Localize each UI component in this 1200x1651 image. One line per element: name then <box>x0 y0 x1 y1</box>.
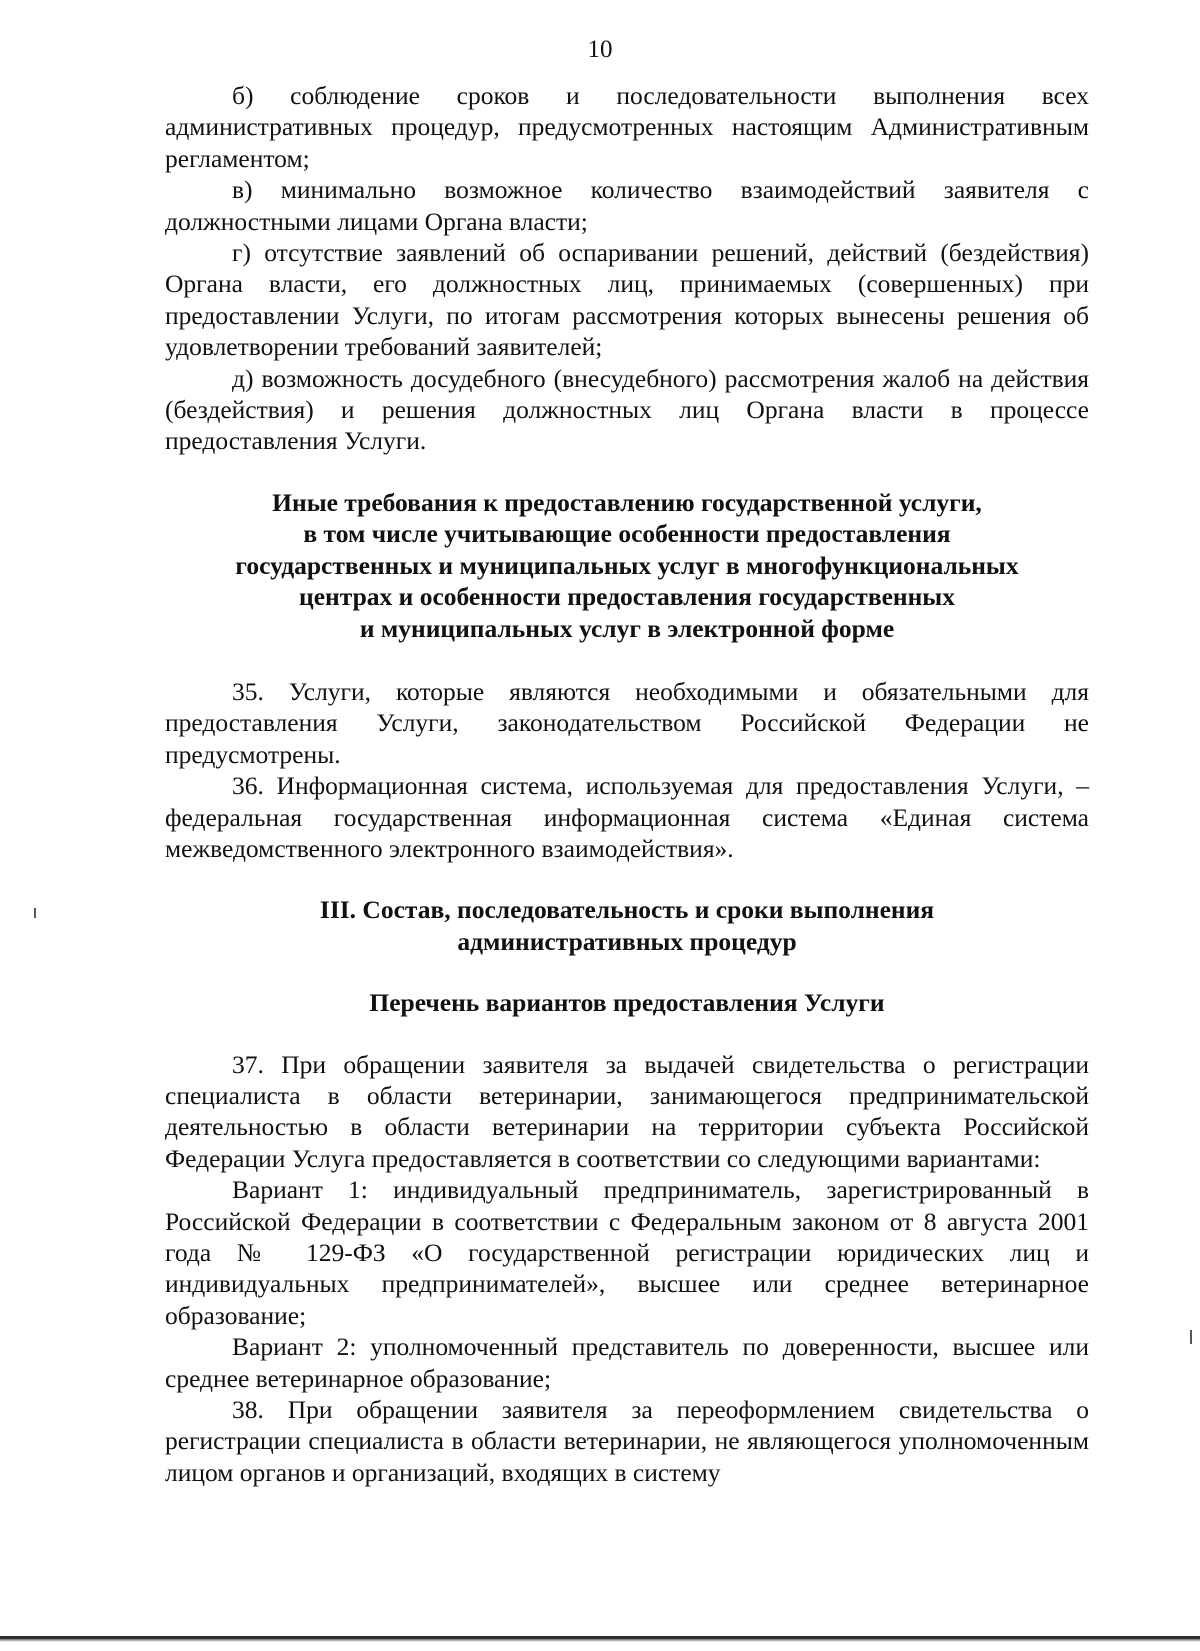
spacer <box>165 957 1089 987</box>
paragraph-36: 36. Информационная система, используемая для предоставления Услуги, – федеральная государственная информационная система «Единая система межведомственного электронного взаимодействия». <box>165 771 1089 863</box>
scan-artifact-mark <box>34 908 36 918</box>
heading-line: государственных и муниципальных услуг в многофункциональных <box>235 550 1019 580</box>
paragraph-38: 38. При обращении заявителя за переоформлением свидетельства о регистрации специалиста в области ветеринарии, не являющегося уполномоченным лицом органов и организаций, входящих в систему <box>165 1395 1089 1487</box>
paragraph-variant-2: Вариант 2: уполномоченный представитель по доверенности, высшее или среднее ветеринарное образование; <box>165 1332 1089 1393</box>
spacer <box>165 864 1089 894</box>
paragraph-37: 37. При обращении заявителя за выдачей свидетельства о регистрации специалиста в области ветеринарии, занимающегося предпринимательской деятельностью в области ветеринарии на территории субъекта Российской Федерации Услуга предоставляется в соответствии со следующими вариантами: <box>165 1049 1089 1173</box>
scan-bottom-edge <box>0 1636 1200 1642</box>
heading-line: и муниципальных услуг в электронной форме <box>359 613 895 643</box>
paragraph-variant-1: Вариант 1: индивидуальный предприниматель, зарегистрированный в Российской Федерации в соответствии с Федеральным законом от 8 августа 2001 года № 129-ФЗ «О государственной регистрации юридических лиц и индивидуальных предпринимателей», высшее или среднее ветеринарное образование; <box>165 1175 1089 1330</box>
page-number: 10 <box>587 36 613 63</box>
paragraph-item-b: б) соблюдение сроков и последовательности выполнения всех административных процедур, предусмотренных настоящим Административным регламентом; <box>165 81 1089 173</box>
heading-line: административных процедур <box>457 926 797 956</box>
heading-line: Иные требования к предоставлению государственной услуги, <box>272 487 982 517</box>
spacer <box>165 1019 1089 1049</box>
spacer <box>165 457 1089 487</box>
heading-section-3 <box>165 894 1089 957</box>
spacer <box>165 644 1089 676</box>
paragraph-item-g: г) отсутствие заявлений об оспаривании решений, действий (бездействия) Органа власти, его должностных лиц, принимаемых (совершенных) при предоставлении Услуги, по итогам рассмотрения которых вынесены решения об удовлетворении требований заявителей; <box>165 238 1089 362</box>
heading-other-requirements <box>165 487 1089 644</box>
scan-artifact-mark <box>1190 1330 1192 1344</box>
heading-line: центрах и особенности предоставления государственных <box>299 582 955 612</box>
paragraph-item-v: в) минимально возможное количество взаимодействий заявителя с должностными лицами Органа власти; <box>165 175 1089 236</box>
paragraph-35: 35. Услуги, которые являются необходимыми и обязательными для предоставления Услуги, законодательством Российской Федерации не предусмотрены. <box>165 676 1089 769</box>
page-content <box>165 80 1089 1488</box>
heading-line: III. Состав, последовательность и сроки выполнения <box>319 895 935 925</box>
paragraph-item-d: д) возможность досудебного (внесудебного) рассмотрения жалоб на действия (бездействия) и решения должностных лиц Органа власти в процессе предоставления Услуги. <box>165 363 1089 456</box>
heading-line: в том числе учитывающие особенности предоставления <box>303 519 951 549</box>
heading-variants-list: Перечень вариантов предоставления Услуги <box>369 988 885 1018</box>
